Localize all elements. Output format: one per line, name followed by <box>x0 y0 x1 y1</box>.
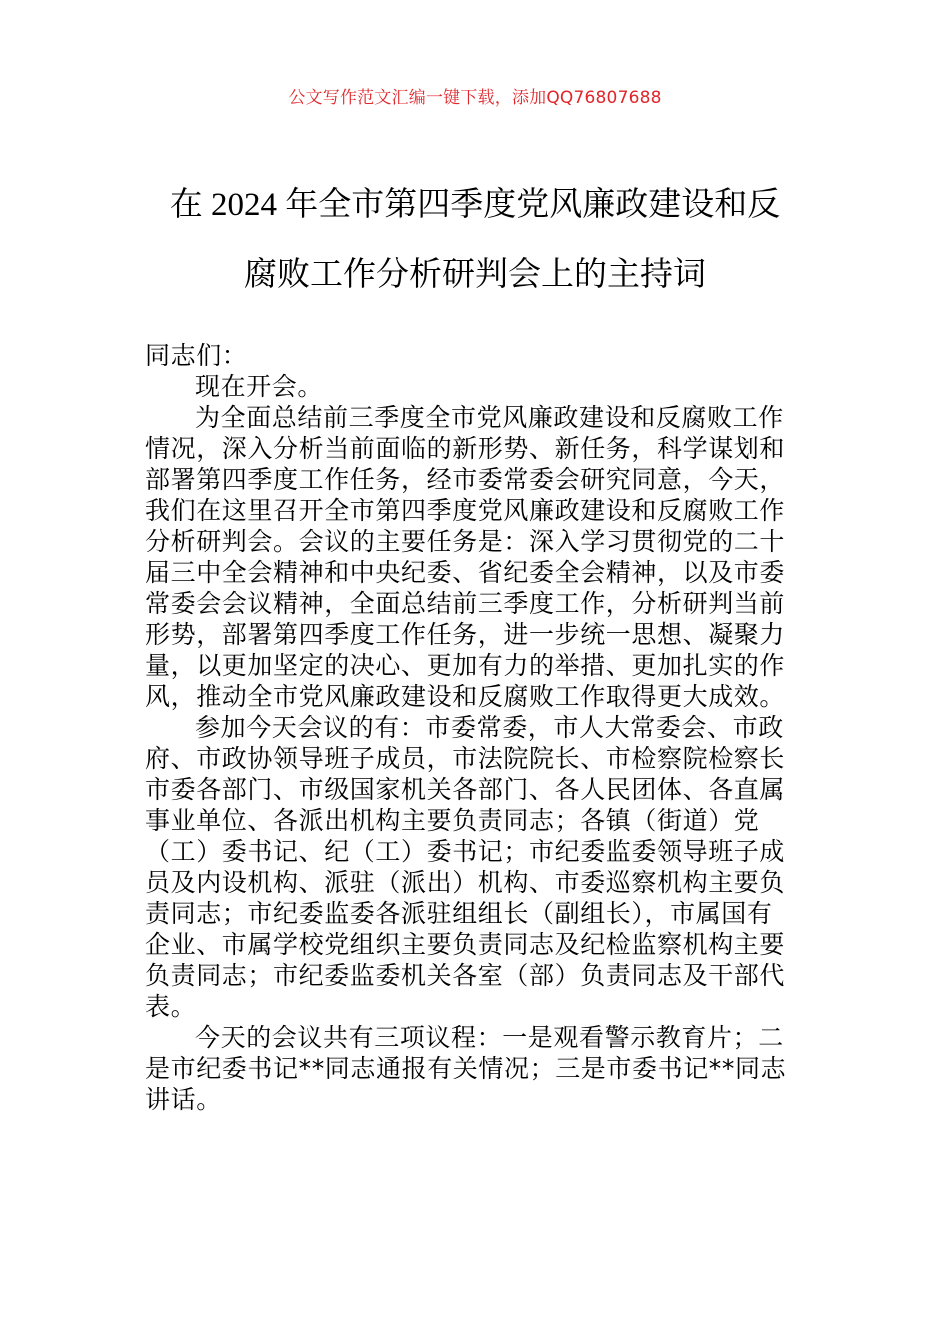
body-line: 市委各部门、市级国家机关各部门、各人民团体、各直属 <box>145 775 786 804</box>
title-prefix: 在 <box>169 184 203 223</box>
body-line: 量，以更加坚定的决心、更加有力的举措、更加扎实的作 <box>145 651 786 680</box>
body-line: 参加今天会议的有：市委常委，市人大常委会、市政 <box>195 713 784 742</box>
body-line: 为全面总结前三季度全市党风廉政建设和反腐败工作 <box>195 403 784 432</box>
body-line: （工）委书记、纪（工）委书记；市纪委监委领导班子成 <box>145 837 786 866</box>
body-line: 情况，深入分析当前面临的新形势、新任务，科学谋划和 <box>145 434 786 463</box>
body-line: 同志们： <box>145 341 248 370</box>
body-line: 讲话。 <box>145 1085 222 1114</box>
body-line: 员及内设机构、派驻（派出）机构、市委巡察机构主要负 <box>145 868 786 897</box>
title-suffix: 年全市第四季度党风廉政建设和反 <box>285 184 781 223</box>
body-line: 表。 <box>145 992 197 1021</box>
body-line: 我们在这里召开全市第四季度党风廉政建设和反腐败工作 <box>145 496 786 525</box>
document-body <box>145 340 815 1115</box>
body-line: 府、市政协领导班子成员，市法院院长、市检察院检察长 <box>145 744 786 773</box>
body-line: 企业、市属学校党组织主要负责同志及纪检监察机构主要 <box>145 930 786 959</box>
body-line: 责同志；市纪委监委各派驻组组长（副组长），市属国有 <box>145 899 773 928</box>
document-title-line-1 <box>0 182 950 227</box>
body-line: 形势，部署第四季度工作任务，进一步统一思想、凝聚力 <box>145 620 786 649</box>
body-line: 部署第四季度工作任务，经市委常委会研究同意，今天， <box>145 465 786 494</box>
body-line: 届三中全会精神和中央纪委、省纪委全会精神，以及市委 <box>145 558 786 587</box>
body-line: 是市纪委书记**同志通报有关情况；三是市委书记**同志 <box>145 1054 787 1083</box>
body-line: 常委会会议精神，全面总结前三季度工作，分析研判当前 <box>145 589 786 618</box>
download-banner: 公文写作范文汇编一键下载，添加QQ76807688 <box>288 88 662 108</box>
title-year: 2024 <box>202 187 286 223</box>
body-line: 现在开会。 <box>195 372 324 401</box>
body-line: 风，推动全市党风廉政建设和反腐败工作取得更大成效。 <box>145 682 786 711</box>
document-title-line-2: 腐败工作分析研判会上的主持词 <box>244 254 706 293</box>
body-line: 事业单位、各派出机构主要负责同志；各镇（街道）党 <box>145 806 760 835</box>
body-line: 今天的会议共有三项议程：一是观看警示教育片；二 <box>195 1023 784 1052</box>
body-line: 分析研判会。会议的主要任务是：深入学习贯彻党的二十 <box>145 527 786 556</box>
body-line: 负责同志；市纪委监委机关各室（部）负责同志及干部代 <box>145 961 786 990</box>
